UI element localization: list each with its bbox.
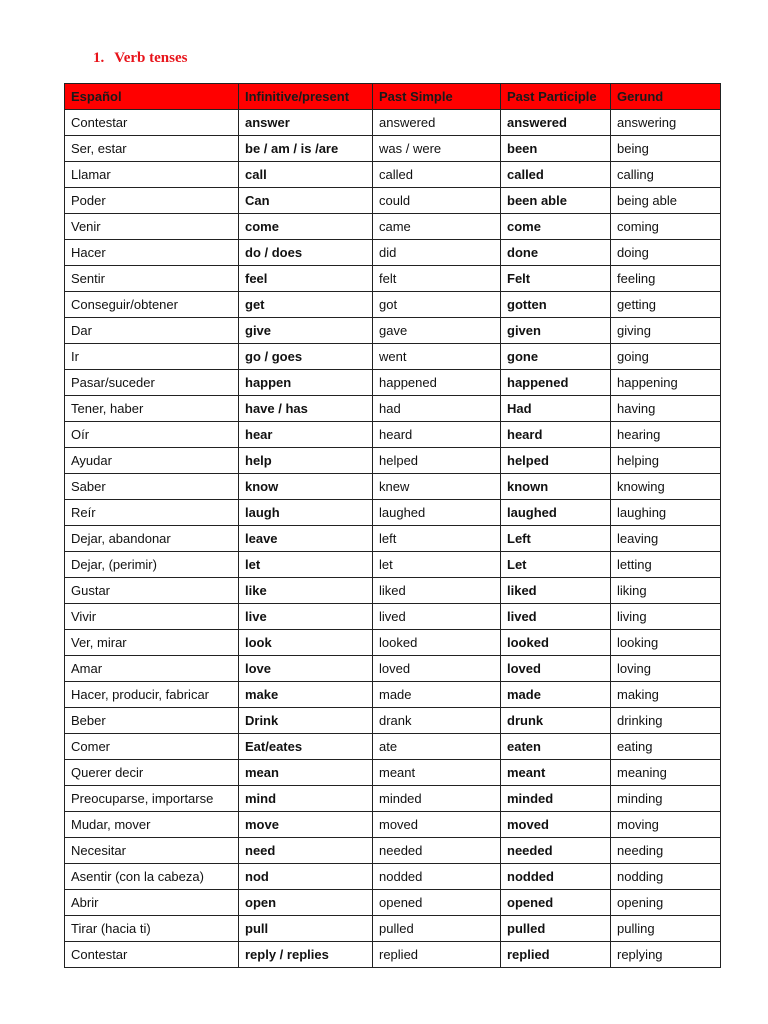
infinitive-cell: Can — [239, 188, 373, 214]
table-body — [65, 110, 721, 968]
past-participle-cell: done — [501, 240, 611, 266]
spanish-cell: Ver, mirar — [65, 630, 239, 656]
past-participle-cell: come — [501, 214, 611, 240]
past-simple-cell: drank — [373, 708, 501, 734]
infinitive-cell: let — [239, 552, 373, 578]
spanish-cell: Asentir (con la cabeza) — [65, 864, 239, 890]
infinitive-cell: nod — [239, 864, 373, 890]
past-simple-cell: came — [373, 214, 501, 240]
spanish-cell: Dar — [65, 318, 239, 344]
spanish-cell: Preocuparse, importarse — [65, 786, 239, 812]
gerund-cell: knowing — [611, 474, 721, 500]
table-row — [65, 656, 721, 682]
past-simple-cell: moved — [373, 812, 501, 838]
past-participle-cell: Left — [501, 526, 611, 552]
spanish-cell: Contestar — [65, 110, 239, 136]
infinitive-cell: mean — [239, 760, 373, 786]
past-participle-cell: gone — [501, 344, 611, 370]
infinitive-cell: Drink — [239, 708, 373, 734]
past-simple-cell: knew — [373, 474, 501, 500]
past-participle-cell: needed — [501, 838, 611, 864]
past-participle-cell: Had — [501, 396, 611, 422]
spanish-cell: Hacer — [65, 240, 239, 266]
gerund-cell: coming — [611, 214, 721, 240]
past-participle-cell: eaten — [501, 734, 611, 760]
past-simple-cell: loved — [373, 656, 501, 682]
infinitive-cell: do / does — [239, 240, 373, 266]
table-row — [65, 396, 721, 422]
infinitive-cell: laugh — [239, 500, 373, 526]
past-participle-cell: lived — [501, 604, 611, 630]
spanish-cell: Abrir — [65, 890, 239, 916]
past-simple-cell: minded — [373, 786, 501, 812]
infinitive-cell: Eat/eates — [239, 734, 373, 760]
past-simple-cell: went — [373, 344, 501, 370]
past-simple-cell: heard — [373, 422, 501, 448]
gerund-cell: having — [611, 396, 721, 422]
past-simple-cell: got — [373, 292, 501, 318]
past-simple-cell: helped — [373, 448, 501, 474]
gerund-cell: calling — [611, 162, 721, 188]
past-simple-cell: left — [373, 526, 501, 552]
past-participle-cell: gotten — [501, 292, 611, 318]
table-row — [65, 838, 721, 864]
past-participle-cell: replied — [501, 942, 611, 968]
past-participle-cell: loved — [501, 656, 611, 682]
past-participle-cell: helped — [501, 448, 611, 474]
table-row — [65, 370, 721, 396]
gerund-cell: pulling — [611, 916, 721, 942]
infinitive-cell: love — [239, 656, 373, 682]
spanish-cell: Comer — [65, 734, 239, 760]
table-row — [65, 162, 721, 188]
past-simple-cell: could — [373, 188, 501, 214]
table-row — [65, 136, 721, 162]
past-simple-cell: was / were — [373, 136, 501, 162]
gerund-cell: laughing — [611, 500, 721, 526]
table-row — [65, 734, 721, 760]
gerund-cell: helping — [611, 448, 721, 474]
infinitive-cell: reply / replies — [239, 942, 373, 968]
table-row — [65, 448, 721, 474]
infinitive-cell: have / has — [239, 396, 373, 422]
past-simple-cell: nodded — [373, 864, 501, 890]
infinitive-cell: get — [239, 292, 373, 318]
past-participle-cell: given — [501, 318, 611, 344]
table-row — [65, 682, 721, 708]
past-simple-cell: let — [373, 552, 501, 578]
infinitive-cell: look — [239, 630, 373, 656]
infinitive-cell: move — [239, 812, 373, 838]
gerund-cell: loving — [611, 656, 721, 682]
spanish-cell: Oír — [65, 422, 239, 448]
header-past-simple: Past Simple — [373, 84, 501, 110]
infinitive-cell: feel — [239, 266, 373, 292]
past-participle-cell: been — [501, 136, 611, 162]
infinitive-cell: like — [239, 578, 373, 604]
infinitive-cell: live — [239, 604, 373, 630]
past-simple-cell: answered — [373, 110, 501, 136]
past-simple-cell: looked — [373, 630, 501, 656]
spanish-cell: Mudar, mover — [65, 812, 239, 838]
header-infinitive-present: Infinitive/present — [239, 84, 373, 110]
past-simple-cell: felt — [373, 266, 501, 292]
spanish-cell: Amar — [65, 656, 239, 682]
spanish-cell: Pasar/suceder — [65, 370, 239, 396]
past-simple-cell: needed — [373, 838, 501, 864]
gerund-cell: living — [611, 604, 721, 630]
spanish-cell: Necesitar — [65, 838, 239, 864]
gerund-cell: moving — [611, 812, 721, 838]
past-participle-cell: looked — [501, 630, 611, 656]
gerund-cell: minding — [611, 786, 721, 812]
table-row — [65, 864, 721, 890]
past-participle-cell: made — [501, 682, 611, 708]
gerund-cell: going — [611, 344, 721, 370]
header-gerund: Gerund — [611, 84, 721, 110]
gerund-cell: nodding — [611, 864, 721, 890]
spanish-cell: Vivir — [65, 604, 239, 630]
past-participle-cell: minded — [501, 786, 611, 812]
gerund-cell: drinking — [611, 708, 721, 734]
gerund-cell: being able — [611, 188, 721, 214]
past-participle-cell: moved — [501, 812, 611, 838]
past-participle-cell: drunk — [501, 708, 611, 734]
infinitive-cell: mind — [239, 786, 373, 812]
gerund-cell: leaving — [611, 526, 721, 552]
spanish-cell: Hacer, producir, fabricar — [65, 682, 239, 708]
spanish-cell: Beber — [65, 708, 239, 734]
spanish-cell: Dejar, (perimir) — [65, 552, 239, 578]
past-simple-cell: laughed — [373, 500, 501, 526]
table-row — [65, 708, 721, 734]
gerund-cell: hearing — [611, 422, 721, 448]
table-row — [65, 812, 721, 838]
past-simple-cell: made — [373, 682, 501, 708]
spanish-cell: Ir — [65, 344, 239, 370]
gerund-cell: getting — [611, 292, 721, 318]
infinitive-cell: make — [239, 682, 373, 708]
header-past-participle: Past Participle — [501, 84, 611, 110]
table-row — [65, 916, 721, 942]
infinitive-cell: know — [239, 474, 373, 500]
table-row — [65, 266, 721, 292]
spanish-cell: Querer decir — [65, 760, 239, 786]
infinitive-cell: leave — [239, 526, 373, 552]
header-row — [65, 84, 721, 110]
infinitive-cell: happen — [239, 370, 373, 396]
spanish-cell: Conseguir/obtener — [65, 292, 239, 318]
header-espanol: Español — [65, 84, 239, 110]
past-participle-cell: liked — [501, 578, 611, 604]
gerund-cell: answering — [611, 110, 721, 136]
table-row — [65, 318, 721, 344]
past-participle-cell: opened — [501, 890, 611, 916]
spanish-cell: Ser, estar — [65, 136, 239, 162]
table-row — [65, 422, 721, 448]
past-simple-cell: meant — [373, 760, 501, 786]
past-simple-cell: lived — [373, 604, 501, 630]
table-row — [65, 578, 721, 604]
infinitive-cell: be / am / is /are — [239, 136, 373, 162]
past-simple-cell: did — [373, 240, 501, 266]
table-row — [65, 188, 721, 214]
infinitive-cell: answer — [239, 110, 373, 136]
gerund-cell: opening — [611, 890, 721, 916]
table-row — [65, 500, 721, 526]
past-simple-cell: ate — [373, 734, 501, 760]
past-participle-cell: Felt — [501, 266, 611, 292]
past-simple-cell: called — [373, 162, 501, 188]
past-simple-cell: gave — [373, 318, 501, 344]
gerund-cell: liking — [611, 578, 721, 604]
infinitive-cell: help — [239, 448, 373, 474]
spanish-cell: Dejar, abandonar — [65, 526, 239, 552]
spanish-cell: Contestar — [65, 942, 239, 968]
gerund-cell: letting — [611, 552, 721, 578]
table-row — [65, 942, 721, 968]
gerund-cell: looking — [611, 630, 721, 656]
infinitive-cell: pull — [239, 916, 373, 942]
infinitive-cell: come — [239, 214, 373, 240]
table-row — [65, 760, 721, 786]
spanish-cell: Ayudar — [65, 448, 239, 474]
infinitive-cell: need — [239, 838, 373, 864]
gerund-cell: giving — [611, 318, 721, 344]
gerund-cell: being — [611, 136, 721, 162]
gerund-cell: feeling — [611, 266, 721, 292]
section-title: Verb tenses — [114, 50, 188, 66]
table-row — [65, 890, 721, 916]
spanish-cell: Gustar — [65, 578, 239, 604]
spanish-cell: Reír — [65, 500, 239, 526]
table-row — [65, 526, 721, 552]
past-simple-cell: replied — [373, 942, 501, 968]
table-row — [65, 630, 721, 656]
infinitive-cell: hear — [239, 422, 373, 448]
table-header — [65, 84, 721, 110]
past-simple-cell: happened — [373, 370, 501, 396]
past-participle-cell: happened — [501, 370, 611, 396]
spanish-cell: Poder — [65, 188, 239, 214]
infinitive-cell: give — [239, 318, 373, 344]
past-simple-cell: liked — [373, 578, 501, 604]
verb-tenses-table — [64, 83, 721, 968]
gerund-cell: doing — [611, 240, 721, 266]
table-row — [65, 240, 721, 266]
section-heading — [93, 48, 187, 68]
past-simple-cell: opened — [373, 890, 501, 916]
spanish-cell: Sentir — [65, 266, 239, 292]
spanish-cell: Tirar (hacia ti) — [65, 916, 239, 942]
spanish-cell: Llamar — [65, 162, 239, 188]
table-row — [65, 786, 721, 812]
infinitive-cell: go / goes — [239, 344, 373, 370]
past-participle-cell: meant — [501, 760, 611, 786]
past-participle-cell: pulled — [501, 916, 611, 942]
table-row — [65, 604, 721, 630]
past-participle-cell: heard — [501, 422, 611, 448]
past-participle-cell: been able — [501, 188, 611, 214]
past-simple-cell: had — [373, 396, 501, 422]
table-row — [65, 474, 721, 500]
past-simple-cell: pulled — [373, 916, 501, 942]
gerund-cell: replying — [611, 942, 721, 968]
table-row — [65, 214, 721, 240]
gerund-cell: eating — [611, 734, 721, 760]
past-participle-cell: Let — [501, 552, 611, 578]
table-row — [65, 344, 721, 370]
past-participle-cell: answered — [501, 110, 611, 136]
infinitive-cell: open — [239, 890, 373, 916]
section-number: 1. — [93, 50, 105, 66]
past-participle-cell: nodded — [501, 864, 611, 890]
spanish-cell: Saber — [65, 474, 239, 500]
gerund-cell: needing — [611, 838, 721, 864]
past-participle-cell: known — [501, 474, 611, 500]
gerund-cell: meaning — [611, 760, 721, 786]
table-row — [65, 110, 721, 136]
infinitive-cell: call — [239, 162, 373, 188]
spanish-cell: Venir — [65, 214, 239, 240]
past-participle-cell: called — [501, 162, 611, 188]
gerund-cell: making — [611, 682, 721, 708]
past-participle-cell: laughed — [501, 500, 611, 526]
table-row — [65, 292, 721, 318]
table-row — [65, 552, 721, 578]
spanish-cell: Tener, haber — [65, 396, 239, 422]
gerund-cell: happening — [611, 370, 721, 396]
